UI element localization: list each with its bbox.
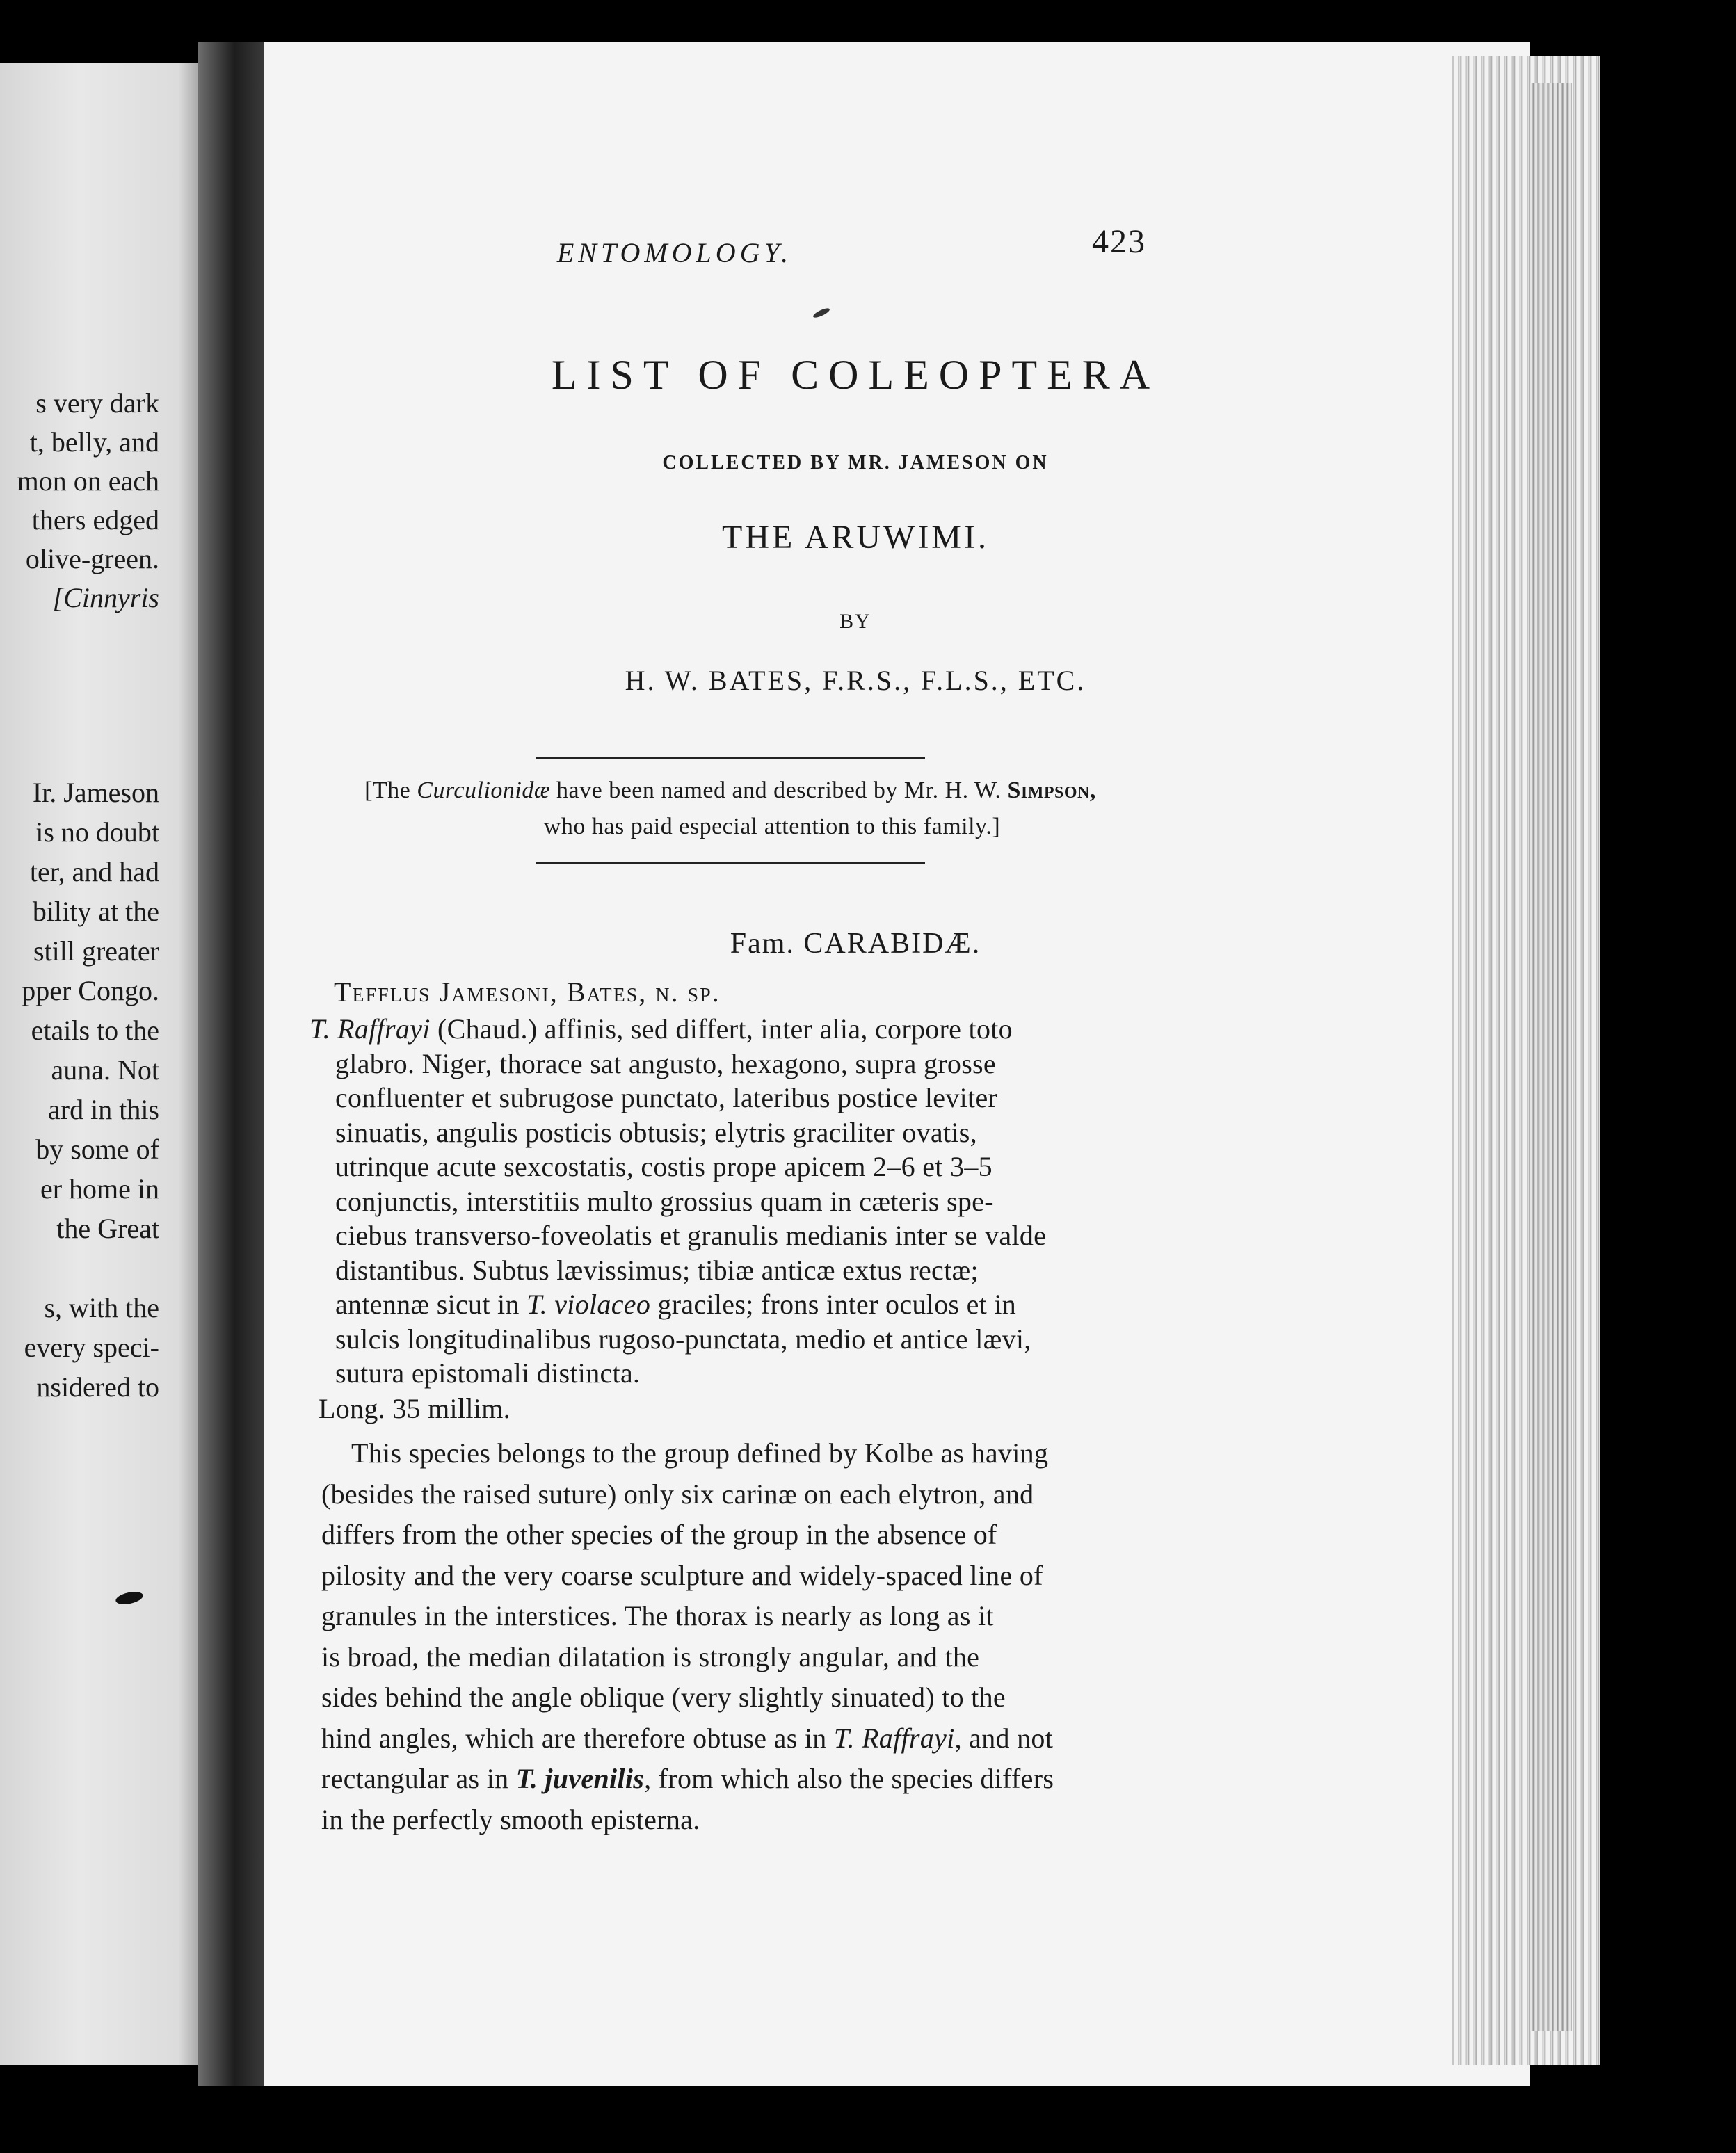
species-heading: Tefflus Jamesoni, Bates, n. sp. xyxy=(334,976,721,1008)
paragraph-line: in the perfectly smooth episterna. xyxy=(321,1803,700,1835)
description-line: ciebus transverso-foveolatis et granulis medianis inter se valde xyxy=(335,1220,1047,1251)
left-page-line: Ir. Jameson xyxy=(32,777,159,808)
description-line: conjunctis, interstitiis multo grossius quam in cæteris spe- xyxy=(335,1185,994,1217)
description-line: distantibus. Subtus lævissimus; tibiæ anticæ extus rectæ; xyxy=(335,1254,979,1286)
left-page-line: ter, and had xyxy=(29,856,159,887)
paragraph-line: differs from the other species of the group in the absence of xyxy=(321,1519,997,1550)
note-author-name: Simpson, xyxy=(1007,777,1096,803)
paragraph-line: granules in the interstices. The thorax is nearly as long as it xyxy=(321,1600,994,1631)
paragraph-line: sides behind the angle oblique (very slightly sinuated) to the xyxy=(321,1682,1006,1713)
paragraph-line: rectangular as in T. juvenilis, from which also the species differs xyxy=(321,1763,1054,1794)
book-gutter xyxy=(198,42,264,2086)
left-page-line: thers edged xyxy=(31,504,159,535)
description-line: utrinque acute sexcostatis, costis prope apicem 2–6 et 3–5 xyxy=(335,1151,992,1182)
left-page-line: auna. Not xyxy=(51,1054,159,1086)
left-page-line: every speci- xyxy=(24,1332,159,1363)
left-page-line: olive-green. xyxy=(25,543,159,574)
taxon-name: T. Raffrayi xyxy=(310,1013,431,1045)
left-page-line: the Great xyxy=(56,1213,159,1244)
taxon-name: T. violaceo xyxy=(527,1289,651,1320)
left-page-line: by some of xyxy=(35,1134,159,1165)
left-page-line: pper Congo. xyxy=(22,975,159,1006)
left-page-line: s very dark xyxy=(35,387,159,419)
description-line: T. Raffrayi (Chaud.) affinis, sed differt, inter alia, corpore toto xyxy=(310,1013,1013,1045)
left-page-line: etails to the xyxy=(31,1015,159,1046)
editor-note-line-1 xyxy=(264,777,1196,804)
left-page-line: mon on each xyxy=(17,465,159,497)
left-page-line: s, with the xyxy=(44,1292,159,1323)
taxon-name: T. Raffrayi xyxy=(833,1722,955,1754)
running-head: ENTOMOLOGY. xyxy=(556,237,793,268)
by-line: BY xyxy=(839,610,871,633)
taxon-name: T. juvenilis xyxy=(515,1763,645,1794)
note-middle: have been named and described by Mr. H. W. xyxy=(550,777,1008,803)
description-line: sinuatis, angulis posticis obtusis; elytris graciliter ovatis, xyxy=(335,1116,977,1148)
editor-note-line-2: who has paid especial attention to this family.] xyxy=(543,814,1001,839)
article-title: LIST OF COLEOPTERA xyxy=(551,352,1160,398)
left-page-line: bility at the xyxy=(32,896,159,927)
left-page-line: er home in xyxy=(40,1173,159,1204)
paragraph-line: hind angles, which are therefore obtuse as in T. Raffrayi, and not xyxy=(321,1722,1054,1754)
rule-bottom xyxy=(536,862,925,864)
left-page-line: ard in this xyxy=(48,1094,159,1125)
article-place: THE ARUWIMI. xyxy=(722,519,989,556)
description-line: confluenter et subrugose punctato, lateribus postice leviter xyxy=(335,1082,998,1113)
page-edges xyxy=(1452,56,1600,2065)
description-line: sulcis longitudinalibus rugoso-punctata, medio et antice lævi, xyxy=(335,1323,1031,1355)
page-number: 423 xyxy=(1092,223,1146,260)
left-page-line: nsidered to xyxy=(36,1371,159,1403)
paragraph-line: is broad, the median dilatation is strongly angular, and the xyxy=(321,1640,980,1672)
page-edges-inner xyxy=(1530,83,1572,2031)
description-line: antennæ sicut in T. violaceo graciles; frons inter oculos et in xyxy=(335,1289,1017,1320)
description-line: glabro. Niger, thorace sat angusto, hexagono, supra grosse xyxy=(335,1047,996,1079)
note-family-name: Curculionidæ xyxy=(417,777,551,803)
article-author: H. W. BATES, F.R.S., F.L.S., ETC. xyxy=(625,665,1086,696)
note-open: [The xyxy=(364,777,417,803)
left-page xyxy=(0,63,198,2065)
rule-top xyxy=(536,757,925,759)
description-line: sutura epistomali distincta. xyxy=(335,1357,641,1389)
family-heading: Fam. CARABIDÆ. xyxy=(730,928,981,960)
left-page-line: is no doubt xyxy=(35,816,159,848)
article-subtitle: COLLECTED BY MR. JAMESON ON xyxy=(662,452,1049,474)
paragraph-line: This species belongs to the group defined by Kolbe as having xyxy=(351,1437,1049,1469)
paragraph-line: pilosity and the very coarse sculpture and widely-spaced line of xyxy=(321,1559,1043,1591)
left-page-line: still greater xyxy=(33,935,159,967)
left-page-line: [Cinnyris xyxy=(52,582,159,613)
paragraph-line: (besides the raised suture) only six carinæ on each elytron, and xyxy=(321,1478,1034,1510)
species-length: Long. 35 millim. xyxy=(319,1393,511,1424)
left-page-line: t, belly, and xyxy=(29,426,159,458)
